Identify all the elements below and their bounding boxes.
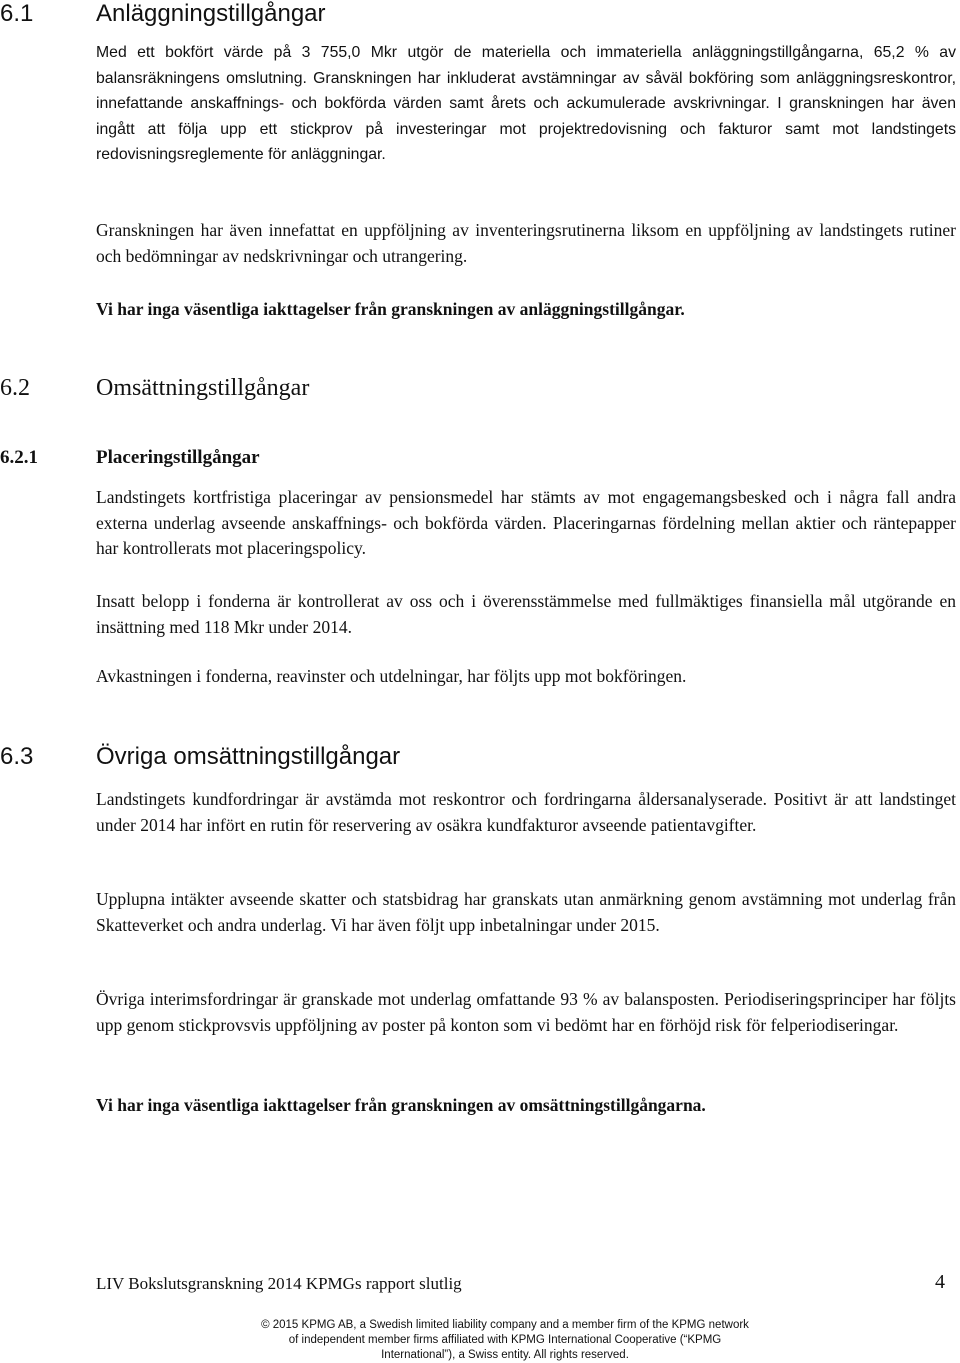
paragraph: Insatt belopp i fonderna är kontrollerat av oss och i överensstämmelse med fullmäktiges finansiella mål utgörande en insättning med 118 Mkr under 2014. — [96, 591, 956, 637]
section-number: 6.2.1 — [0, 447, 38, 468]
paragraph: Övriga interimsfordringar är granskade mot underlag omfattande 93 % av balansposten. Periodiseringsprinciper har följts upp genom stickprovsvis uppföljning av poster på konton som vi bedömt har en förhöjd risk för felperiodiseringar. — [96, 989, 956, 1035]
section-title: Anläggningstillgångar — [96, 0, 326, 27]
paragraph: Landstingets kortfristiga placeringar av pensionsmedel har stämts av mot engagemangsbesked och i några fall andra externa underlag avseende anskaffnings- och bokförda värden. Placeringarnas fördelning mellan aktier och räntepapper har kontrollerats mot placeringspolicy. — [96, 487, 956, 558]
section-title: Omsättningstillgångar — [96, 375, 310, 401]
footer-report-title: LIV Bokslutsgranskning 2014 KPMGs rapport slutlig — [96, 1274, 462, 1293]
paragraph: Avkastningen i fonderna, reavinster och utdelningar, har följts upp mot bokföringen. — [96, 666, 687, 686]
section-number: 6.3 — [0, 743, 34, 770]
paragraph: Upplupna intäkter avseende skatter och statsbidrag har granskats utan anmärkning genom avstämning mot underlag från Skatteverket och andra underlag. Vi har även följt upp inbetalningar under 2015. — [96, 889, 956, 935]
page-number: 4 — [935, 1271, 945, 1293]
conclusion: Vi har inga väsentliga iakttagelser från granskningen av omsättningstillgångarna. — [96, 1095, 706, 1115]
section-number: 6.1 — [0, 0, 34, 27]
paragraph: Landstingets kundfordringar är avstämda mot reskontror och fordringarna åldersanalyserade. Positivt är att landstinget under 2014 har infört en rutin för reservering av osäkra kundfakturor avseende patientavgifter. — [96, 789, 956, 835]
conclusion: Vi har inga väsentliga iakttagelser från granskningen av anläggningstillgångar. — [96, 299, 685, 319]
section-title: Övriga omsättningstillgångar — [96, 743, 401, 770]
section-number: 6.2 — [0, 375, 30, 401]
paragraph: Granskningen har även innefattat en uppföljning av inventeringsrutinerna liksom en uppföljning av landstingets rutiner och bedömningar av nedskrivningar och utrangering. — [96, 220, 956, 266]
paragraph: Med ett bokfört värde på 3 755,0 Mkr utgör de materiella och immateriella anläggningstillgångarna, 65,2 % av balansräkningens omslutning. Granskningen har inkluderat avstämningar av såväl bokföring som anläggningsreskontror, innefattande anskaffnings- och bokförda värden samt årets och ackumulerade avskrivningar. I granskningen har även ingått att följa upp ett stickprov på investeringar mot projektredovisning och fakturor samt mot landstingets redovisningsreglemente för anläggningar. — [96, 44, 956, 163]
section-title: Placeringstillgångar — [96, 447, 260, 468]
footer-legal-text: © 2015 KPMG AB, a Swedish limited liability company and a member firm of the KPMG network of independent member firms affiliated with KPMG International Cooperative (“KPMG International”), a Swiss entity. All rights reserved. — [261, 1319, 749, 1361]
